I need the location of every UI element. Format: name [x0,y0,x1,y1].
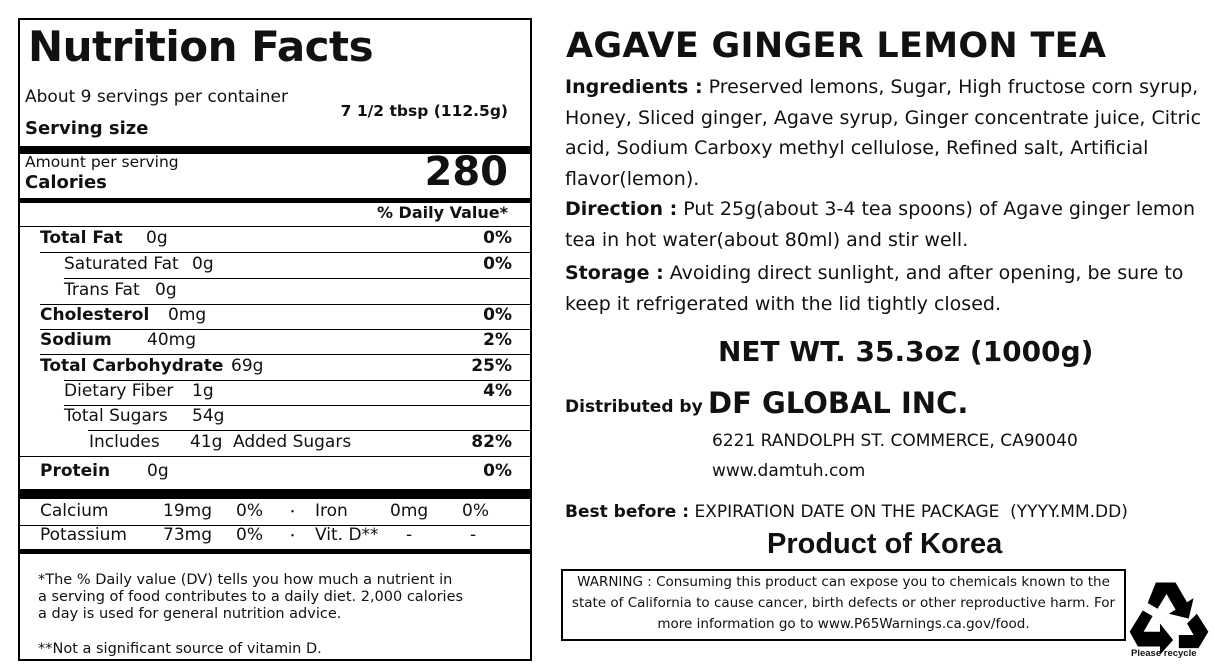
storage-label: Storage : [565,262,664,284]
nutrient-row [20,356,534,380]
distributed-by-label: Distributed by : [565,397,716,417]
mineral-separator: ・ [286,529,300,544]
servings-per-container: About 9 servings per container [25,87,288,107]
nutrient-dv: 25% [471,356,512,376]
mineral-amount: 0mg [390,501,429,521]
medium-divider [20,549,530,554]
nutrient-amount: 0g [146,228,168,248]
footnote-line: *The % Daily value (DV) tells you how much a nutrient in [38,572,453,588]
mineral-row [20,525,534,549]
serving-size-value: 7 1/2 tbsp (112.5g) [340,102,508,120]
warning-line: more information go to www.P65Warnings.ca.gov/food. [657,616,1030,632]
mineral-amount: - [406,525,413,545]
nutrient-amount: 69g [231,356,264,376]
warning-line: WARNING : Consuming this product can expose you to chemicals known to the [577,574,1110,590]
best-before-text: EXPIRATION DATE ON THE PACKAGE (YYYY.MM.DD) [694,502,1128,522]
thick-divider [20,489,530,499]
nutrient-row [20,381,534,405]
footnote-vitamin-d: **Not a significant source of vitamin D. [38,641,322,657]
nutrient-amount: 41g [190,432,223,452]
nutrient-label: Saturated Fat [64,254,179,274]
nutrient-amount: 0g [192,254,214,274]
prop65-warning-box [561,569,1126,641]
direction-text: Put 25g(about 3-4 tea spoons) of Agave ginger lemon tea in hot water(about 80ml) and stir well. [565,198,1196,251]
nutrient-dv: 0% [483,254,512,274]
mineral-amount: 19mg [163,501,212,521]
calories-value: 280 [424,149,508,195]
nutrient-row [20,330,534,354]
country-of-origin: Product of Korea [767,528,1003,560]
divider [40,252,530,253]
nutrient-row [20,254,534,278]
calories-label: Calories [25,172,107,193]
nutrient-dv: 0% [483,305,512,325]
serving-size-label: Serving size [25,118,149,139]
divider [20,226,530,227]
mineral-name: Calcium [40,501,109,521]
nutrient-label: Total Carbohydrate [40,356,224,376]
nutrient-label: Sodium [40,330,112,350]
nutrient-row [20,280,534,304]
ingredients-paragraph [565,72,1214,194]
mineral-name: Iron [315,501,348,521]
nutrient-row [20,406,534,430]
recycle-label: Please recycle [1131,648,1197,659]
divider [64,278,530,279]
nutrient-label: Includes [89,432,160,452]
nutrient-dv: 82% [471,432,512,452]
footnote-line: a day is used for general nutrition advice. [38,606,342,622]
nutrient-amount: 0g [155,280,177,300]
mineral-name: Vit. D** [315,525,379,545]
nutrient-row [20,228,534,252]
mineral-amount: 73mg [163,525,212,545]
ingredients-label: Ingredients : [565,76,703,98]
mineral-name: Potassium [40,525,127,545]
storage-paragraph [565,258,1214,319]
net-weight: NET WT. 35.3oz (1000g) [718,335,1094,368]
nutrient-label: Cholesterol [40,305,150,325]
mineral-dv: 0% [462,501,489,521]
nutrient-row [20,432,534,456]
nutrient-dv: 0% [483,228,512,248]
direction-label: Direction : [565,198,678,220]
nutrient-row [20,305,534,329]
ingredients-text: Preserved lemons, Sugar, High fructose corn syrup, Honey, Sliced ginger, Agave syrup, Ginger concentrate juice, Citric acid, Sodium Carboxy methyl cellulose, Refined salt, Artificial flavor(lemon). [565,76,1202,190]
nutrient-amount: 54g [192,406,225,426]
nutrient-amount: 1g [192,381,214,401]
mineral-row [20,501,534,525]
amount-per-serving: Amount per serving [25,153,179,171]
product-title: AGAVE GINGER LEMON TEA [566,26,1107,66]
nutrition-facts-panel [18,18,532,661]
divider [20,456,530,457]
daily-value-header: % Daily Value* [376,203,508,222]
divider [88,430,530,431]
nutrition-title: Nutrition Facts [28,22,374,71]
direction-paragraph [565,194,1214,255]
nutrient-label: Dietary Fiber [64,381,174,401]
mineral-dv: - [470,525,477,545]
nutrient-label: Trans Fat [64,280,140,300]
nutrient-dv: 0% [483,461,512,481]
nutrient-label: Total Fat [40,228,123,248]
best-before [565,502,1128,522]
mineral-dv: 0% [236,525,263,545]
distributor-address: 6221 RANDOLPH ST. COMMERCE, CA90040 [712,431,1078,451]
footnote-line: a serving of food contributes to a daily diet. 2,000 calories [38,589,464,605]
nutrient-dv: 2% [483,330,512,350]
divider [40,354,530,355]
nutrient-row [20,461,534,485]
nutrient-amount: 0mg [168,305,207,325]
distributor-website: www.damtuh.com [712,461,866,481]
distributor-name: DF GLOBAL INC. [708,386,969,420]
storage-text: Avoiding direct sunlight, and after opening, be sure to keep it refrigerated with the lid tightly closed. [565,262,1184,315]
best-before-label: Best before : [565,502,690,522]
nutrient-amount: 40mg [147,330,196,350]
mineral-dv: 0% [236,501,263,521]
nutrient-extra: Added Sugars [233,432,352,452]
nutrient-label: Protein [40,461,111,481]
nutrient-amount: 0g [147,461,169,481]
mineral-separator: ・ [286,505,300,520]
nutrient-label: Total Sugars [64,406,168,426]
nutrient-dv: 4% [483,381,512,401]
warning-line: state of California to cause cancer, birth defects or other reproductive harm. For [571,595,1116,611]
